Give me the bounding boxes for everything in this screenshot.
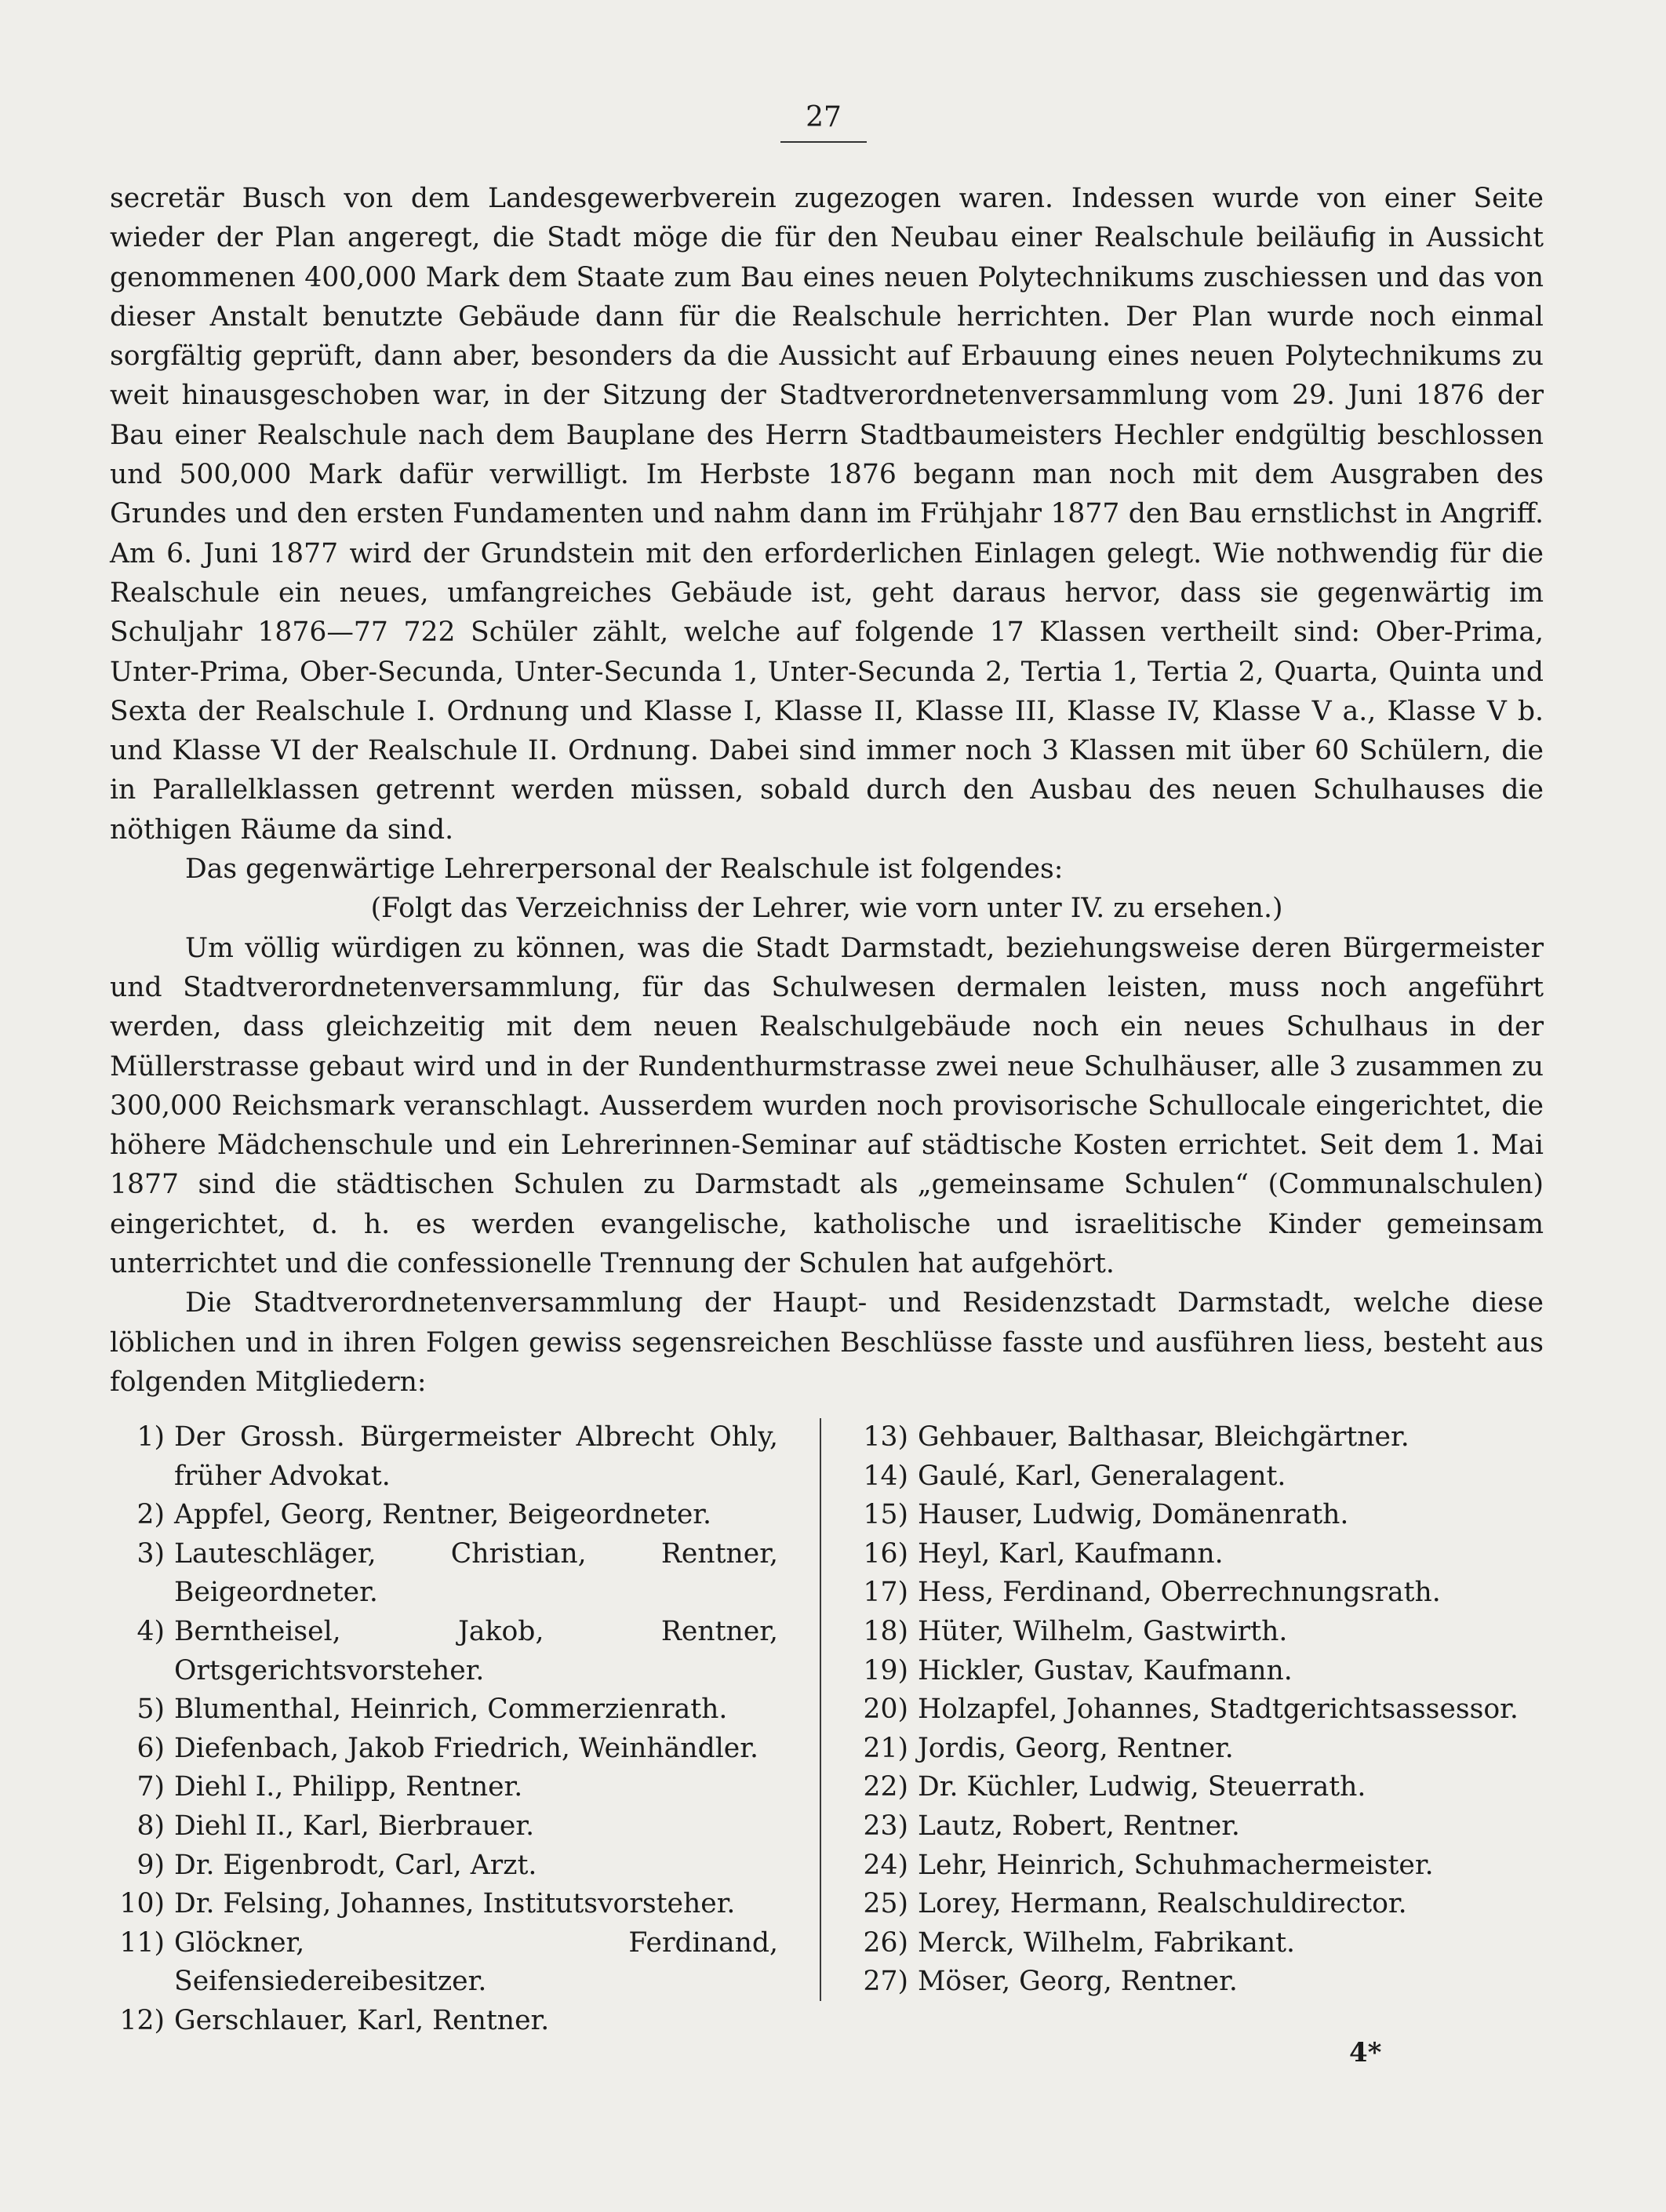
list-text: Hickler, Gustav, Kaufmann. [918, 1654, 1293, 1686]
list-item [844, 1846, 1544, 1886]
list-text: Dr. Küchler, Ludwig, Steuerrath. [918, 1771, 1366, 1803]
list-number: 16) [863, 1537, 908, 1570]
members-list [110, 1418, 1544, 2036]
list-number: 20) [863, 1694, 908, 1726]
list-item [110, 1768, 778, 1807]
members-column-right [819, 1418, 1544, 2002]
list-text: Appfel, Georg, Rentner, Beigeordneter. [174, 1499, 712, 1531]
list-text: Lauteschläger, Christian, Rentner, Beigeordneter. [174, 1537, 778, 1609]
list-text: Jordis, Georg, Rentner. [918, 1732, 1234, 1764]
list-text: Berntheisel, Jakob, Rentner, Ortsgerichtsvorsteher. [174, 1615, 778, 1686]
list-item [844, 1652, 1544, 1691]
list-item [844, 1457, 1544, 1497]
list-item [110, 1730, 778, 1769]
list-number: 27) [863, 1966, 908, 1998]
list-text: Der Grossh. Bürgermeister Albrecht Ohly, früher Advokat. [174, 1421, 778, 1492]
list-text: Diehl II., Karl, Bierbrauer. [174, 1810, 535, 1842]
list-text: Gerschlauer, Karl, Rentner. [174, 2004, 550, 2036]
list-item [110, 1846, 778, 1886]
list-number: 2) [136, 1499, 165, 1531]
list-text: Dr. Eigenbrodt, Carl, Arzt. [174, 1849, 537, 1881]
list-item [844, 1768, 1544, 1807]
list-text: Lautz, Robert, Rentner. [918, 1810, 1240, 1842]
list-item [844, 1496, 1544, 1535]
list-item [844, 1690, 1544, 1730]
list-text: Diefenbach, Jakob Friedrich, Weinhändler. [174, 1732, 758, 1764]
list-number: 10) [119, 1888, 165, 1920]
list-text: Holzapfel, Johannes, Stadtgerichtsassessor. [918, 1694, 1519, 1726]
list-number: 5) [136, 1694, 165, 1726]
list-item [844, 1730, 1544, 1769]
list-text: Gehbauer, Balthasar, Bleichgärtner. [918, 1421, 1410, 1453]
list-item [110, 1807, 778, 1846]
list-item [110, 2002, 778, 2041]
list-number: 17) [863, 1577, 908, 1609]
members-column-left [110, 1418, 809, 2041]
list-item [844, 1807, 1544, 1846]
list-item [110, 1924, 778, 2002]
paragraph-note: (Folgt das Verzeichniss der Lehrer, wie vorn unter IV. zu ersehen.) [370, 893, 1283, 925]
list-number: 8) [136, 1810, 165, 1842]
list-number: 13) [863, 1421, 908, 1453]
list-item [110, 1690, 778, 1730]
list-number: 6) [136, 1732, 165, 1764]
list-item [844, 1535, 1544, 1574]
list-text: Dr. Felsing, Johannes, Institutsvorsteher. [174, 1888, 736, 1920]
list-item [844, 1885, 1544, 1924]
list-item [844, 1963, 1544, 2002]
list-number: 3) [136, 1537, 165, 1570]
body-text [110, 179, 1544, 1402]
list-number: 24) [863, 1849, 908, 1881]
list-number: 19) [863, 1654, 908, 1686]
list-text: Glöckner, Ferdinand, Seifensiedereibesitzer. [174, 1926, 778, 1998]
list-item [110, 1613, 778, 1690]
list-text: Blumenthal, Heinrich, Commerzienrath. [174, 1694, 728, 1726]
list-number: 26) [863, 1926, 908, 1959]
list-text: Merck, Wilhelm, Fabrikant. [918, 1926, 1296, 1959]
list-item [844, 1613, 1544, 1652]
list-text: Diehl I., Philipp, Rentner. [174, 1771, 523, 1803]
page-number: 27 [780, 100, 867, 143]
list-number: 25) [863, 1888, 908, 1920]
list-number: 14) [863, 1460, 908, 1492]
list-number: 15) [863, 1499, 908, 1531]
list-item [110, 1496, 778, 1535]
list-text: Möser, Georg, Rentner. [918, 1966, 1238, 1998]
list-item [844, 1924, 1544, 1963]
list-text: Hauser, Ludwig, Domänenrath. [918, 1499, 1349, 1531]
paragraph: Um völlig würdigen zu können, was die Stadt Darmstadt, beziehungsweise deren Bürgermeister und Stadtverordnetenversammlung, für das Schulwesen dermalen leisten, muss noch angeführt werden, dass gleichzeitig mit dem neuen Realschulgebäude noch ein neues Schulhaus in der Müllerstrasse gebaut wird und in der Rundenthurmstrasse zwei neue Schulhäuser, alle 3 zusammen zu 300,000 Reichsmark veranschlagt. Ausserdem wurden noch provisorische Schullocale eingerichtet, die höhere Mädchenschule und ein Lehrerinnen-Seminar auf städtische Kosten errichtet. Seit dem 1. Mai 1877 sind die städtischen Schulen zu Darmstadt als „gemeinsame Schulen“ (Communalschulen) eingerichtet, d. h. es werden evangelische, katholische und israelitische Kinder gemeinsam unterrichtet und die confessionelle Trennung der Schulen hat aufgehört. [110, 932, 1544, 1280]
list-number: 11) [119, 1926, 165, 1959]
list-number: 7) [136, 1771, 165, 1803]
list-text: Hess, Ferdinand, Oberrechnungsrath. [918, 1577, 1441, 1609]
list-number: 12) [119, 2004, 165, 2036]
list-number: 21) [863, 1732, 908, 1764]
list-item [844, 1418, 1544, 1457]
list-number: 22) [863, 1771, 908, 1803]
list-text: Heyl, Karl, Kaufmann. [918, 1537, 1224, 1570]
list-number: 9) [136, 1849, 165, 1881]
list-item [844, 1574, 1544, 1613]
list-item [110, 1885, 778, 1924]
list-text: Lorey, Hermann, Realschuldirector. [918, 1888, 1407, 1920]
paragraph: Das gegenwärtige Lehrerpersonal der Realschule ist folgendes: [185, 853, 1064, 886]
paragraph: Die Stadtverordnetenversammlung der Haupt- und Residenzstadt Darmstadt, welche diese löblichen und in ihren Folgen gewiss segensreichen Beschlüsse fasste und ausführen liess, besteht aus folgenden Mitgliedern: [110, 1287, 1544, 1398]
list-number: 1) [136, 1421, 165, 1453]
list-text: Hüter, Wilhelm, Gastwirth. [918, 1615, 1288, 1647]
signature-mark: 4* [1349, 2037, 1382, 2068]
list-text: Lehr, Heinrich, Schuhmachermeister. [918, 1849, 1434, 1881]
list-number: 4) [136, 1615, 165, 1647]
list-item [110, 1418, 778, 1496]
list-item [110, 1535, 778, 1613]
list-number: 23) [863, 1810, 908, 1842]
paragraph: secretär Busch von dem Landesgewerbverein zugezogen waren. Indessen wurde von einer Seite wieder der Plan angeregt, die Stadt möge die für den Neubau einer Realschule beiläufig in Aussicht genommenen 400,000 Mark dem Staate zum Bau eines neuen Polytechnikums zuschiessen und das von dieser Anstalt benutzte Gebäude dann für die Realschule herrichten. Der Plan wurde noch einmal sorgfältig geprüft, dann aber, besonders da die Aussicht auf Erbauung eines neuen Polytechnikums zu weit hinausgeschoben war, in der Sitzung der Stadtverordnetenversammlung vom 29. Juni 1876 der Bau einer Realschule nach dem Bauplane des Herrn Stadtbaumeisters Hechler endgültig beschlossen und 500,000 Mark dafür verwilligt. Im Herbste 1876 begann man noch mit dem Ausgraben des Grundes und den ersten Fundamenten und nahm dann im Frühjahr 1877 den Bau ernstlichst in Angriff. Am 6. Juni 1877 wird der Grundstein mit den erforderlichen Einlagen gelegt. Wie nothwendig für die Realschule ein neues, umfangreiches Gebäude ist, geht daraus hervor, dass sie gegenwärtig im Schuljahr 1876—77 722 Schüler zählt, welche auf folgende 17 Klassen vertheilt sind: Ober-Prima, Unter-Prima, Ober-Secunda, Unter-Secunda 1, Unter-Secunda 2, Tertia 1, Tertia 2, Quarta, Quinta und Sexta der Realschule I. Ordnung und Klasse I, Klasse II, Klasse III, Klasse IV, Klasse V a., Klasse V b. und Klasse VI der Realschule II. Ordnung. Dabei sind immer noch 3 Klassen mit über 60 Schülern, die in Parallelklassen getrennt werden müssen, sobald durch den Ausbau des neuen Schulhauses die nöthigen Räume da sind. [110, 183, 1544, 846]
list-number: 18) [863, 1615, 908, 1647]
list-text: Gaulé, Karl, Generalagent. [918, 1460, 1286, 1492]
